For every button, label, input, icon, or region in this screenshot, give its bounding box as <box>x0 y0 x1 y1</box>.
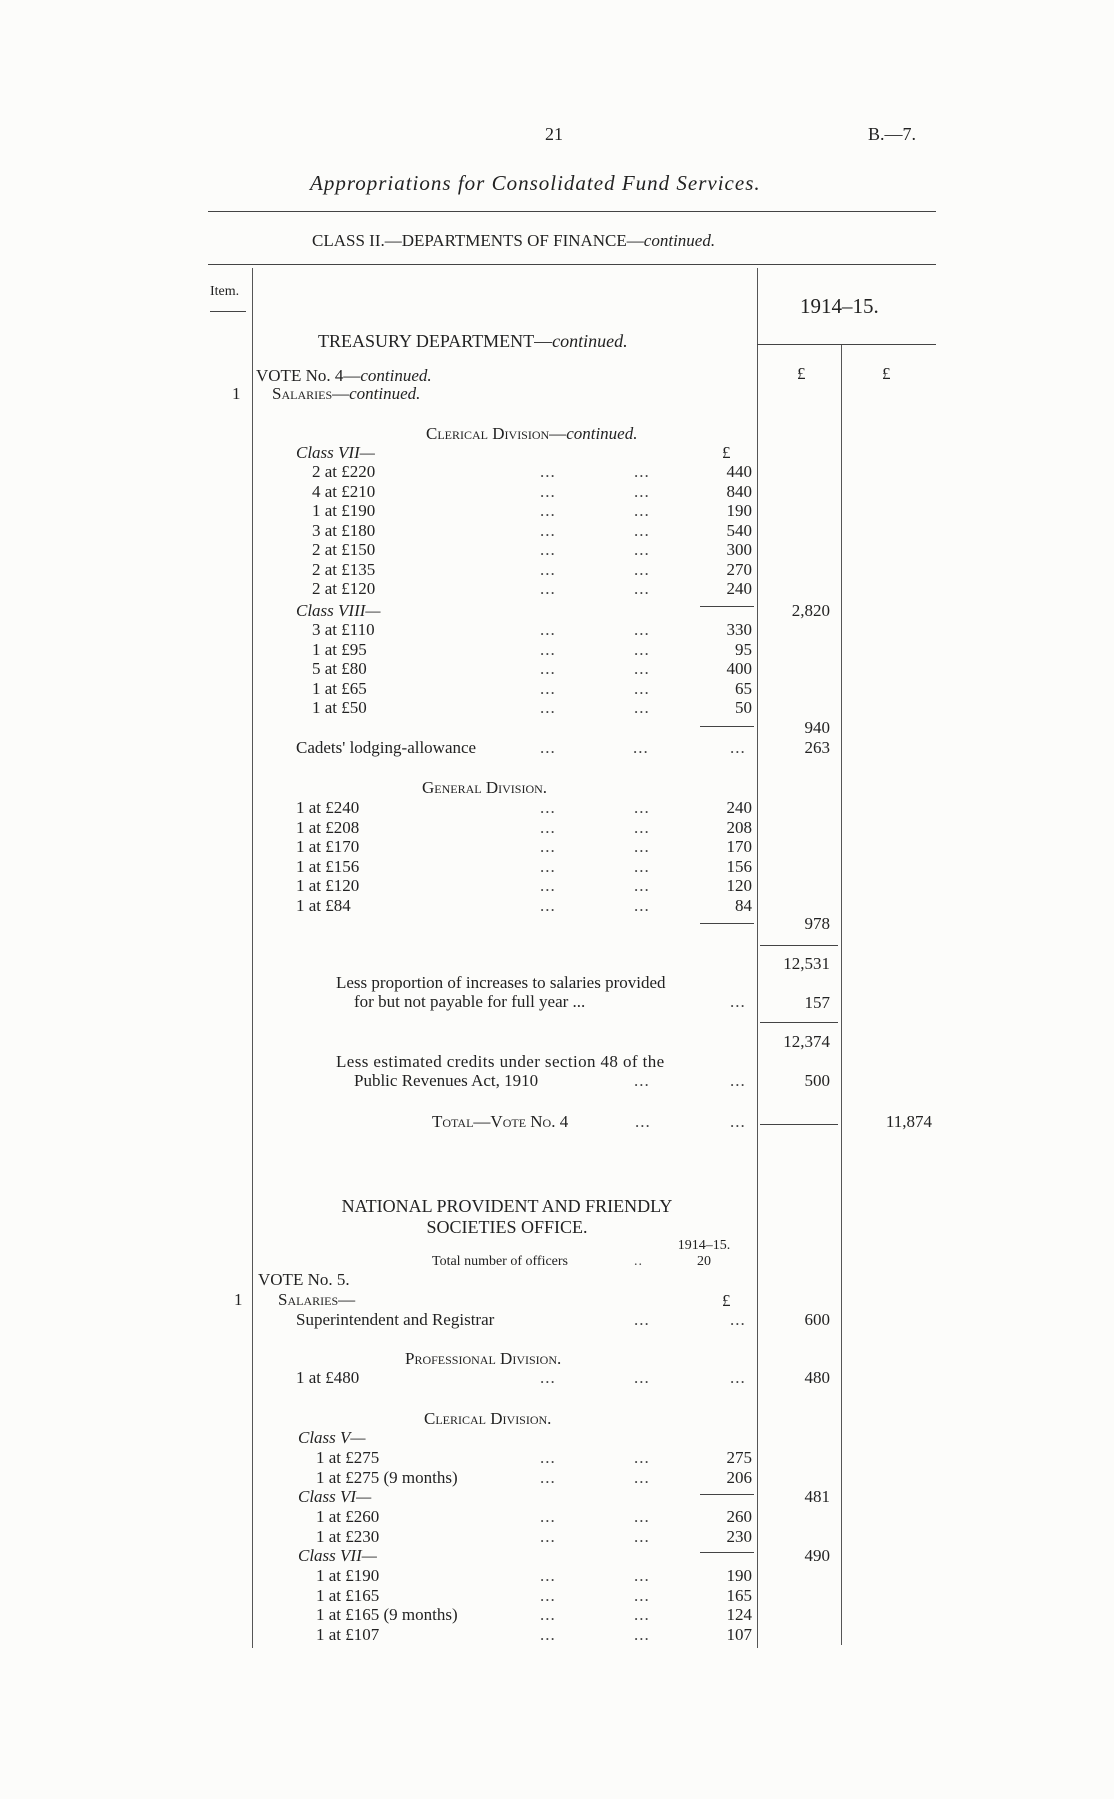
leader-dots: ... <box>634 1526 650 1546</box>
officers-count: 20 <box>697 1254 711 1269</box>
clerical-division-heading: Clerical Division—continued. <box>426 424 638 443</box>
superintendent-label: Superintendent and Registrar <box>296 1310 495 1329</box>
leader-dots: ... <box>634 481 650 501</box>
leader-dots: ... <box>634 1605 650 1624</box>
leader-dots: ... <box>730 1071 746 1090</box>
class-v-label: Class V— <box>298 1428 366 1447</box>
leader-dots: ... <box>634 798 650 817</box>
row-label: 2 at £150 <box>312 540 376 559</box>
leader-dots: ... <box>730 1310 746 1329</box>
vote-4-heading: VOTE No. 4—continued. <box>256 366 432 385</box>
less-credits-line-2: Public Revenues Act, 1910 <box>354 1071 539 1090</box>
document-reference: B.—7. <box>868 124 917 144</box>
row-amount: 400 <box>726 659 752 678</box>
row-label: 1 at £275 <box>316 1448 380 1467</box>
row-label: 1 at £230 <box>316 1526 380 1546</box>
cadets-allowance-label: Cadets' lodging-allowance <box>296 738 477 757</box>
pound-sign: £ <box>722 443 731 462</box>
leader-dots: ... <box>634 1071 650 1090</box>
row-amount: 208 <box>726 817 752 837</box>
leader-dots: ... <box>730 992 746 1011</box>
leader-dots: ... <box>634 659 650 678</box>
total-rule <box>760 1124 838 1125</box>
row-amount: 240 <box>726 798 752 817</box>
row-amount: 840 <box>726 481 752 501</box>
row-amount: 540 <box>726 520 752 540</box>
professional-division-heading: Professional Division. <box>405 1349 562 1368</box>
leader-dots: ... <box>634 1368 650 1387</box>
leader-dots: ... <box>540 540 556 559</box>
leader-dots: ... <box>540 1467 556 1487</box>
row-label: 1 at £208 <box>296 817 360 837</box>
row-amount: 107 <box>726 1624 752 1644</box>
item-column-divider <box>252 268 253 1648</box>
leader-dots: ... <box>540 620 556 639</box>
leader-dots: ... <box>540 1605 556 1624</box>
leader-dots: ... <box>635 1112 651 1131</box>
leader-dots: ... <box>634 678 650 698</box>
title-rule <box>208 211 936 212</box>
row-label: 4 at £210 <box>312 481 376 501</box>
leader-dots: ... <box>540 876 556 895</box>
class-vi-total: 490 <box>804 1546 830 1565</box>
row-label: 1 at £120 <box>296 876 360 895</box>
total-column-divider <box>841 345 842 1645</box>
total-vote-4-label: Total—Vote No. 4 <box>432 1112 569 1131</box>
leader-dots: ... <box>634 1467 650 1487</box>
leader-dots: ... <box>540 659 556 678</box>
row-label: 1 at £95 <box>312 639 367 659</box>
leader-dots: .. <box>634 1254 643 1269</box>
class-vii-rule <box>700 606 754 607</box>
leader-dots: ... <box>634 462 650 481</box>
row-label: 2 at £220 <box>312 462 376 481</box>
leader-dots: ... <box>540 678 556 698</box>
professional-label: 1 at £480 <box>296 1368 360 1387</box>
leader-dots: ... <box>634 1585 650 1605</box>
national-provident-heading: NATIONAL PROVIDENT AND FRIENDLY SOCIETIES OFFICE. <box>341 1196 673 1237</box>
salaries-heading: Salaries—continued. <box>272 384 421 403</box>
leader-dots: ... <box>634 1310 650 1329</box>
leader-dots: ... <box>540 501 556 520</box>
class-viii-total: 940 <box>804 718 830 737</box>
year-header-rule <box>757 344 936 345</box>
leader-dots: ... <box>634 837 650 856</box>
class-vi-rule <box>700 1552 754 1553</box>
pound-header-1: £ <box>797 364 806 383</box>
professional-amount: 480 <box>804 1368 830 1387</box>
row-label: 1 at £190 <box>316 1566 380 1585</box>
row-amount: 190 <box>726 1566 752 1585</box>
row-amount: 50 <box>735 698 752 717</box>
leader-dots: ... <box>730 738 746 757</box>
leader-dots: ... <box>540 1585 556 1605</box>
row-label: 1 at £240 <box>296 798 360 817</box>
row-amount: 120 <box>726 876 752 895</box>
amount-column-divider <box>757 268 758 1648</box>
row-label: 1 at £190 <box>312 501 376 520</box>
less-proportion-line-1: Less proportion of increases to salaries provided <box>336 973 666 992</box>
row-label: 1 at £107 <box>316 1624 380 1644</box>
leader-dots: ... <box>540 895 556 915</box>
row-label: 1 at £156 <box>296 856 360 876</box>
less-credits-line-1: Less estimated credits under section 48 of the <box>336 1052 665 1071</box>
leader-dots: ... <box>634 540 650 559</box>
page-title: Appropriations for Consolidated Fund Services. <box>310 171 761 195</box>
class-viii-label: Class VIII— <box>296 601 381 620</box>
row-label: 3 at £110 <box>312 620 375 639</box>
pound-header-2: £ <box>882 364 891 383</box>
leader-dots: ... <box>634 1448 650 1467</box>
leader-dots: ... <box>540 462 556 481</box>
leader-dots: ... <box>540 559 556 579</box>
leader-dots: ... <box>634 1624 650 1644</box>
treasury-heading: TREASURY DEPARTMENT—continued. <box>318 331 628 351</box>
class-vii-label: Class VII— <box>298 1546 377 1565</box>
row-label: 1 at £260 <box>316 1507 380 1526</box>
general-rule <box>700 923 754 924</box>
subtotal-1: 12,531 <box>783 954 830 973</box>
row-amount: 190 <box>726 501 752 520</box>
class-viii-rule <box>700 726 754 727</box>
row-amount: 230 <box>726 1526 752 1546</box>
leader-dots: ... <box>540 639 556 659</box>
leader-dots: ... <box>540 1526 556 1546</box>
item-column-header: Item. <box>210 284 240 299</box>
item-number: 1 <box>234 1290 243 1309</box>
superintendent-amount: 600 <box>804 1310 830 1329</box>
item-header-rule <box>210 311 246 312</box>
subtotal-rule-1 <box>760 945 838 946</box>
row-label: 2 at £120 <box>312 579 376 598</box>
leader-dots: ... <box>634 698 650 717</box>
officers-label: Total number of officers <box>432 1254 568 1269</box>
page-number: 21 <box>545 124 563 144</box>
leader-dots: ... <box>634 817 650 837</box>
leader-dots: ... <box>730 1368 746 1387</box>
class-subtitle: CLASS II.—DEPARTMENTS OF FINANCE—continued. <box>312 231 716 250</box>
leader-dots: ... <box>540 798 556 817</box>
clerical-division-heading: Clerical Division. <box>424 1409 552 1428</box>
row-label: 1 at £84 <box>296 895 351 915</box>
class-vi-label: Class VI— <box>298 1487 372 1506</box>
row-label: 1 at £65 <box>312 678 367 698</box>
class-vii-total: 2,820 <box>791 601 830 620</box>
cadets-allowance-amount: 263 <box>804 738 830 757</box>
general-division-total: 978 <box>804 914 830 933</box>
less-credits-amount: 500 <box>804 1071 830 1090</box>
salaries-heading: Salaries— <box>278 1290 356 1309</box>
row-label: 1 at £165 <box>316 1585 380 1605</box>
row-amount: 260 <box>726 1507 752 1526</box>
officers-year: 1914–15. <box>677 1238 731 1253</box>
class-v-total: 481 <box>804 1487 830 1506</box>
leader-dots: ... <box>540 1566 556 1585</box>
row-amount: 300 <box>726 540 752 559</box>
leader-dots: ... <box>634 620 650 639</box>
row-amount: 206 <box>726 1467 752 1487</box>
leader-dots: ... <box>634 1566 650 1585</box>
row-label: 1 at £50 <box>312 698 367 717</box>
class-vii-label: Class VII— <box>296 443 375 462</box>
leader-dots: ... <box>634 1507 650 1526</box>
leader-dots: ... <box>730 1112 746 1131</box>
leader-dots: ... <box>540 837 556 856</box>
leader-dots: ... <box>634 520 650 540</box>
leader-dots: ... <box>540 1507 556 1526</box>
less-proportion-line-2: for but not payable for full year ... <box>354 992 586 1011</box>
leader-dots: ... <box>634 876 650 895</box>
row-amount: 440 <box>726 462 752 481</box>
leader-dots: ... <box>540 1368 556 1387</box>
pound-sign: £ <box>722 1291 731 1310</box>
leader-dots: ... <box>634 579 650 598</box>
row-label: 3 at £180 <box>312 520 376 540</box>
leader-dots: ... <box>633 738 649 757</box>
leader-dots: ... <box>540 698 556 717</box>
row-amount: 170 <box>726 837 752 856</box>
leader-dots: ... <box>540 817 556 837</box>
leader-dots: ... <box>634 639 650 659</box>
leader-dots: ... <box>634 559 650 579</box>
leader-dots: ... <box>634 856 650 876</box>
leader-dots: ... <box>634 895 650 915</box>
leader-dots: ... <box>540 1448 556 1467</box>
year-column-header: 1914–15. <box>800 294 879 318</box>
row-amount: 240 <box>726 579 752 598</box>
leader-dots: ... <box>540 579 556 598</box>
row-amount: 270 <box>726 559 752 579</box>
row-amount: 165 <box>726 1585 752 1605</box>
total-vote-4-amount: 11,874 <box>885 1112 932 1131</box>
vote-5-heading: VOTE No. 5. <box>258 1270 350 1289</box>
leader-dots: ... <box>540 520 556 540</box>
leader-dots: ... <box>540 856 556 876</box>
leader-dots: ... <box>540 1624 556 1644</box>
leader-dots: ... <box>634 501 650 520</box>
subtotal-2: 12,374 <box>783 1032 830 1051</box>
less-proportion-amount: 157 <box>804 993 830 1012</box>
row-label: 5 at £80 <box>312 659 367 678</box>
row-amount: 275 <box>726 1448 752 1467</box>
row-amount: 330 <box>726 620 752 639</box>
row-amount: 124 <box>726 1605 752 1624</box>
row-amount: 156 <box>726 856 752 876</box>
row-label: 1 at £275 (9 months) <box>316 1467 458 1487</box>
item-number: 1 <box>232 384 241 403</box>
subtotal-rule-2 <box>760 1022 838 1023</box>
row-amount: 84 <box>735 895 752 915</box>
table-top-rule <box>208 264 936 265</box>
row-label: 2 at £135 <box>312 559 376 579</box>
general-division-heading: General Division. <box>422 778 548 797</box>
class-v-rule <box>700 1494 754 1495</box>
row-label: 1 at £165 (9 months) <box>316 1605 458 1624</box>
row-amount: 95 <box>735 639 752 659</box>
row-label: 1 at £170 <box>296 837 360 856</box>
row-amount: 65 <box>735 678 752 698</box>
leader-dots: ... <box>540 481 556 501</box>
leader-dots: ... <box>540 738 556 757</box>
